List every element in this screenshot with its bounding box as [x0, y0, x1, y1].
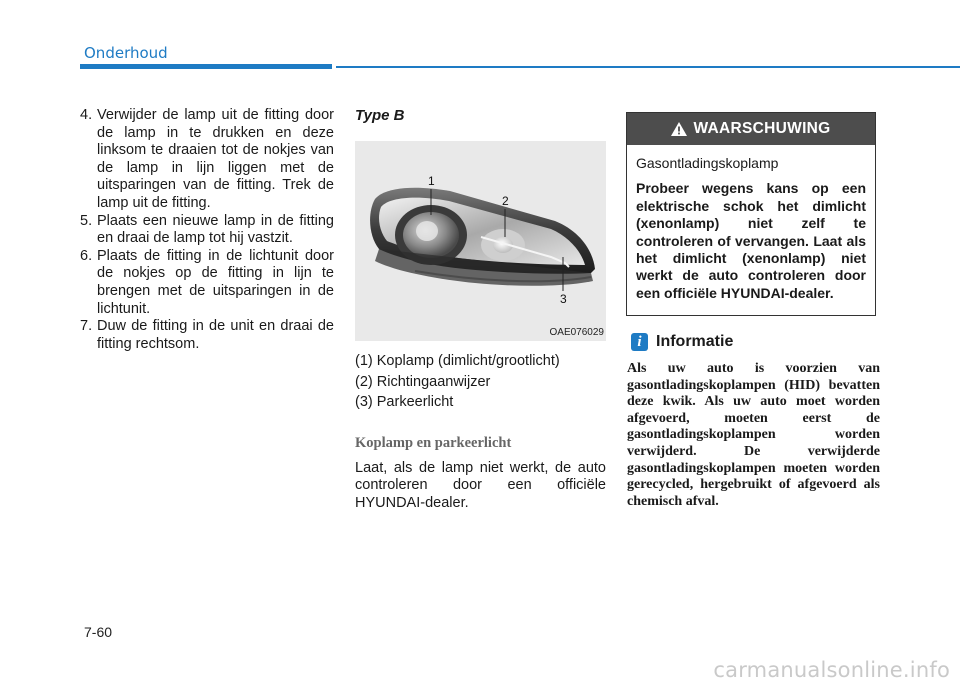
header-rule-thin [336, 66, 960, 68]
step-text: Plaats de fitting in de lichtunit door de nokjes op de fitting in lijn te brengen met de uitsparingen in de lichtunit. [97, 247, 334, 317]
warning-title: Gasontladingskoplamp [636, 155, 779, 171]
headlamp-figure [355, 141, 606, 341]
koplamp-text: Laat, als de lamp niet werkt, de auto controleren door een officiële HYUNDAI-dealer. [355, 459, 606, 511]
steps-column [80, 107, 334, 353]
step-item [80, 318, 334, 353]
warning-body [627, 145, 875, 302]
headlamp-illustration [355, 141, 606, 341]
step-number: 4. [80, 107, 93, 123]
info-text: Als uw auto is voorzien van gasontladingskoplampen (HID) bevatten deze kwik. Als uw auto moet worden afgevoerd, moeten eerst de gasontladingskoplampen worden verwijderd. De verwijderde gasontladingskoplampen moeten worden gerecycled, hergebruikt of afgevoerd als chemisch afval. [627, 361, 880, 509]
watermark: carmanualsonline.info [713, 658, 950, 682]
callout-2: 2 [502, 194, 509, 208]
warning-text: Probeer wegens kans op een elektrische schok het dimlicht (xenonlamp) niet zelf te controleren of vervangen. Laat als het dimlicht (xenonlamp) niet werkt de auto controleren door een officiële HYUNDAI-dealer. [636, 180, 866, 301]
warning-header [627, 113, 875, 145]
type-title: Type B [355, 107, 405, 124]
header-rule-thick [80, 64, 332, 69]
step-item [80, 248, 334, 318]
info-icon: i [631, 333, 648, 351]
step-number: 7. [80, 318, 93, 335]
step-number: 6. [80, 247, 93, 264]
figure-code: OAE076029 [549, 327, 604, 338]
caption-item: (3) Parkeerlicht [355, 394, 454, 410]
step-item [80, 213, 334, 248]
caption-item: (2) Richtingaanwijzer [355, 373, 491, 390]
warning-label: WAARSCHUWING [693, 120, 831, 137]
step-number: 5. [80, 212, 93, 229]
warning-box [626, 112, 876, 316]
page-number: 7-60 [84, 624, 113, 640]
section-title: Onderhoud [84, 44, 168, 62]
info-header [631, 333, 733, 351]
step-text: Plaats een nieuwe lamp in de fitting en draai de lamp tot hij vastzit. [97, 212, 334, 247]
step-text: Duw de fitting in de unit en draai de fitting rechtsom. [97, 318, 334, 352]
figure-captions [355, 351, 606, 413]
step-text: Verwijder de lamp uit de fitting door de lamp in te drukken en deze linksom te draaien tot de nokjes van de lamp in lijn liggen met de uitsparingen van de fitting. Trek de lamp uit de fitting. [97, 107, 334, 211]
warning-triangle-icon [671, 122, 687, 136]
koplamp-heading: Koplamp en parkeerlicht [355, 434, 512, 451]
figure-column [355, 107, 606, 512]
step-item [80, 107, 334, 213]
info-title: Informatie [656, 333, 734, 350]
steps-list [80, 107, 334, 353]
callout-3: 3 [560, 292, 567, 306]
caption-item: (1) Koplamp (dimlicht/grootlicht) [355, 353, 560, 369]
callout-1: 1 [428, 174, 435, 188]
